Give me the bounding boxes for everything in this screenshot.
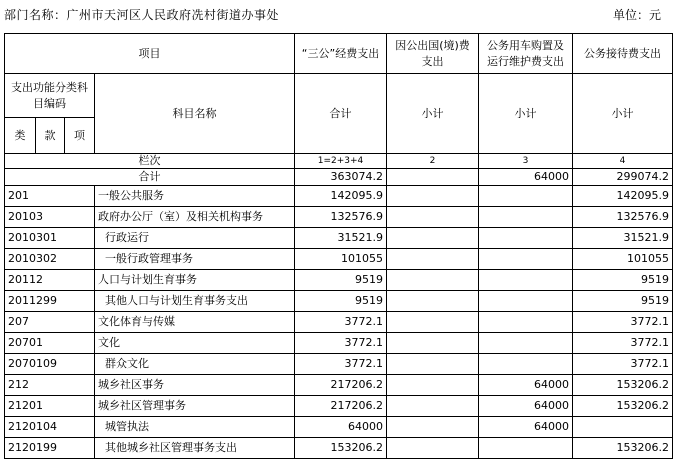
row-vehicle: 64000 [479, 375, 573, 396]
row-reception: 153206.2 [573, 438, 673, 459]
xiang-header: 项 [65, 118, 95, 154]
lanci-1: 1=2+3+4 [295, 154, 387, 169]
row-total: 3772.1 [295, 354, 387, 375]
row-code: 21201 [5, 396, 95, 417]
row-code: 2011299 [5, 291, 95, 312]
row-reception: 142095.9 [573, 186, 673, 207]
row-subject-name: 城乡社区管理事务 [95, 396, 295, 417]
total-row-abroad [387, 169, 479, 186]
row-vehicle [479, 354, 573, 375]
table-row [5, 417, 673, 438]
lanci-4: 4 [573, 154, 673, 169]
row-vehicle: 64000 [479, 417, 573, 438]
row-reception: 9519 [573, 291, 673, 312]
row-abroad [387, 291, 479, 312]
row-total: 217206.2 [295, 375, 387, 396]
func-code-header: 支出功能分类科目编码 [5, 74, 95, 118]
row-subject-name: 群众文化 [95, 354, 295, 375]
row-total: 31521.9 [295, 228, 387, 249]
table-row [5, 249, 673, 270]
row-abroad [387, 228, 479, 249]
row-reception: 3772.1 [573, 312, 673, 333]
three-public-expenses-table [4, 33, 673, 459]
row-vehicle [479, 312, 573, 333]
lanci-label: 栏次 [5, 154, 295, 169]
row-vehicle [479, 270, 573, 291]
row-total: 142095.9 [295, 186, 387, 207]
row-code: 2010301 [5, 228, 95, 249]
row-reception: 153206.2 [573, 375, 673, 396]
lei-header: 类 [5, 118, 36, 154]
row-total: 9519 [295, 291, 387, 312]
total-row-reception: 299074.2 [573, 169, 673, 186]
row-reception: 101055 [573, 249, 673, 270]
row-subject-name: 行政运行 [95, 228, 295, 249]
row-code: 20112 [5, 270, 95, 291]
row-subject-name: 一般行政管理事务 [95, 249, 295, 270]
abroad-header: 因公出国(境)费支出 [387, 34, 479, 74]
item-header: 项目 [5, 34, 295, 74]
row-code: 20103 [5, 207, 95, 228]
kuan-header: 款 [36, 118, 65, 154]
row-abroad [387, 354, 479, 375]
row-vehicle [479, 333, 573, 354]
table-row [5, 207, 673, 228]
row-subject-name: 其他人口与计划生育事务支出 [95, 291, 295, 312]
row-code: 201 [5, 186, 95, 207]
total-row-label: 合计 [5, 169, 295, 186]
row-vehicle [479, 438, 573, 459]
row-vehicle [479, 228, 573, 249]
row-total: 217206.2 [295, 396, 387, 417]
reception-header: 公务接待费支出 [573, 34, 673, 74]
row-reception: 3772.1 [573, 333, 673, 354]
table-row [5, 228, 673, 249]
unit-label: 单位：元 [612, 8, 661, 22]
subtotal-vehicle-header: 小计 [479, 74, 573, 154]
department-name: 部门名称：广州市天河区人民政府冼村街道办事处 [4, 8, 280, 22]
row-abroad [387, 312, 479, 333]
row-total: 3772.1 [295, 333, 387, 354]
row-abroad [387, 249, 479, 270]
subtotal-reception-header: 小计 [573, 74, 673, 154]
row-subject-name: 一般公共服务 [95, 186, 295, 207]
lanci-2: 2 [387, 154, 479, 169]
lanci-3: 3 [479, 154, 573, 169]
total-row-total: 363074.2 [295, 169, 387, 186]
row-code: 20701 [5, 333, 95, 354]
row-subject-name: 人口与计划生育事务 [95, 270, 295, 291]
row-abroad [387, 186, 479, 207]
row-total: 3772.1 [295, 312, 387, 333]
row-reception: 31521.9 [573, 228, 673, 249]
subject-name-header: 科目名称 [95, 74, 295, 154]
row-vehicle: 64000 [479, 396, 573, 417]
row-subject-name: 文化 [95, 333, 295, 354]
total-row [5, 169, 673, 186]
row-subject-name: 文化体育与传媒 [95, 312, 295, 333]
table-row [5, 312, 673, 333]
total-header: “三公”经费支出 [295, 34, 387, 74]
subtotal-abroad-header: 小计 [387, 74, 479, 154]
table-row [5, 270, 673, 291]
table-row [5, 186, 673, 207]
table-row [5, 291, 673, 312]
row-vehicle [479, 207, 573, 228]
table-row [5, 375, 673, 396]
row-total: 153206.2 [295, 438, 387, 459]
row-abroad [387, 375, 479, 396]
row-vehicle [479, 249, 573, 270]
sum-label-header: 合计 [295, 74, 387, 154]
table-row [5, 354, 673, 375]
row-reception: 3772.1 [573, 354, 673, 375]
row-abroad [387, 396, 479, 417]
table-row [5, 396, 673, 417]
row-code: 2120104 [5, 417, 95, 438]
row-reception: 153206.2 [573, 396, 673, 417]
row-code: 212 [5, 375, 95, 396]
row-code: 2070109 [5, 354, 95, 375]
row-code: 2010302 [5, 249, 95, 270]
row-reception: 9519 [573, 270, 673, 291]
row-code: 207 [5, 312, 95, 333]
row-abroad [387, 333, 479, 354]
row-abroad [387, 417, 479, 438]
row-subject-name: 其他城乡社区管理事务支出 [95, 438, 295, 459]
row-abroad [387, 270, 479, 291]
row-subject-name: 城乡社区事务 [95, 375, 295, 396]
total-row-vehicle: 64000 [479, 169, 573, 186]
row-subject-name: 政府办公厅（室）及相关机构事务 [95, 207, 295, 228]
row-total: 64000 [295, 417, 387, 438]
row-reception [573, 417, 673, 438]
row-total: 9519 [295, 270, 387, 291]
row-subject-name: 城管执法 [95, 417, 295, 438]
row-abroad [387, 438, 479, 459]
table-row [5, 333, 673, 354]
table-row [5, 438, 673, 459]
row-code: 2120199 [5, 438, 95, 459]
report-header [0, 0, 675, 30]
vehicle-header: 公务用车购置及运行维护费支出 [479, 34, 573, 74]
row-reception: 132576.9 [573, 207, 673, 228]
row-total: 101055 [295, 249, 387, 270]
row-vehicle [479, 291, 573, 312]
row-total: 132576.9 [295, 207, 387, 228]
row-abroad [387, 207, 479, 228]
row-vehicle [479, 186, 573, 207]
